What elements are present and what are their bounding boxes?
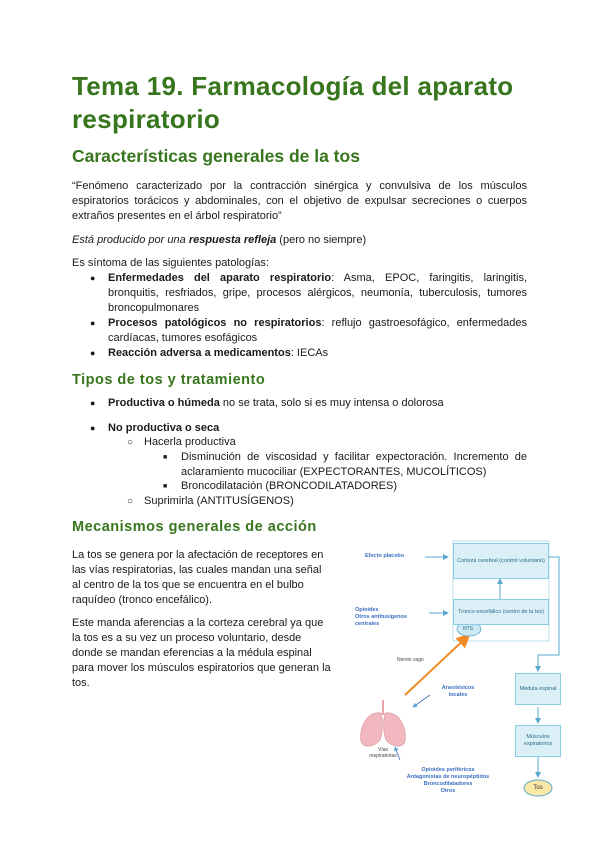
label-vias: Vías respiratorias (369, 747, 397, 759)
label-otros-antitusigenos: Otros antitusígenos centrales (355, 614, 407, 627)
peripheral-item: Antagonistas de neuropéptidos (406, 774, 490, 780)
tipo-productiva-bold: Productiva o húmeda (108, 397, 220, 409)
label-anestesicos: Anestésicos locales (441, 685, 475, 698)
box-medula: Médula espinal (515, 673, 561, 705)
subsub-viscosidad-line1: Disminución de viscosidad y facilitar expectoración. Incremento de (181, 451, 527, 463)
anestesicos-arrow (413, 695, 430, 707)
mechanism-paragraph-1 (72, 548, 342, 608)
peripheral-item: Otros (440, 788, 456, 794)
produced-suffix: (pero no siempre) (276, 234, 367, 246)
subsub-viscosidad-line2: aclaramiento mucociliar (EXPECTORANTES, MUCOLÍTICOS) (181, 466, 487, 478)
mechanism-paragraph-2 (72, 616, 342, 691)
sub-hacerla-productiva: Hacerla productiva (144, 436, 236, 448)
bullet-2-line1 (108, 316, 527, 331)
cough-mechanism-diagram (345, 535, 575, 805)
subsub-broncodilatacion: Broncodilatación (BRONCODILATADORES) (181, 480, 397, 492)
bullet-1-text1: : Asma, EPOC, faringitis, laringitis, (331, 272, 527, 284)
para1-line: La tos se genera por la afectación de receptores en (72, 549, 324, 561)
symptom-intro: Es síntoma de las siguientes patologías: (72, 257, 269, 269)
label-peripheral-drugs (383, 767, 513, 795)
bullet-1-line3: broncopulmonares (108, 302, 200, 314)
para2-line: donde se mandan eferencias a la médula espinal (72, 647, 312, 659)
circle-bullet: ○ (127, 437, 134, 448)
bullet-1-line2: bronquitis, resfriados, gripe, procesos alérgicos, neumonía, tuberculosis, tumores (108, 287, 527, 299)
para1-line: raquídeo (tronco encefálico). (72, 594, 213, 606)
definition-quote: “Fenómeno caracterizado por la contracción sinérgica y convulsiva de los músculos espiratorios torácicos y abdominales, con el objetivo de expulsar secreciones o cuerpos extraños presentes en el árbol respiratorio” (72, 180, 527, 222)
box-tronco: Tronco encefálico (centro de la tos) (453, 599, 549, 625)
bullet-dot: ● (90, 318, 96, 328)
label-efecto-placebo: Efecto placebo (365, 553, 405, 559)
label-opioides: Opioides (355, 607, 379, 613)
label-tos: Tos (533, 785, 543, 791)
section-heading-mecanismos: Mecanismos generales de acción (72, 519, 317, 535)
bullet-3-bold: Reacción adversa a medicamentos (108, 347, 291, 359)
section-heading-tipos: Tipos de tos y tratamiento (72, 372, 266, 388)
para2-line: para mover los músculos espiratorios que generan la (72, 662, 331, 674)
page-title: Tema 19. Farmacología del aparato respiratorio (72, 71, 514, 134)
peripheral-item: Broncodilatadores (423, 781, 473, 787)
produced-by-line (72, 233, 527, 248)
produced-bold: respuesta refleja (188, 234, 277, 246)
bullet-3-text1: : IECAs (290, 347, 329, 359)
para1-line: las vías respiratorias, las cuales mandan una señal (72, 564, 322, 576)
para2-line: tos. (72, 677, 90, 689)
square-bullet: ■ (163, 454, 168, 461)
produced-prefix: Está producido por una (72, 234, 189, 246)
tipo-productiva (108, 396, 527, 411)
section-heading-caracteristicas: Características generales de la tos (72, 146, 360, 166)
lungs-illustration (361, 700, 406, 746)
bullet-dot: ● (90, 423, 96, 433)
bullet-dot: ● (90, 398, 96, 408)
bullet-3-line1 (108, 346, 527, 361)
label-opioides-centrales (355, 607, 425, 628)
box-corteza: Corteza cerebral (control voluntario) (453, 543, 549, 579)
bullet-1-bold: Enfermedades del aparato respiratorio (108, 272, 332, 284)
bullet-2-text1: : reflujo gastroesofágico, enfermedades (321, 317, 527, 329)
circle-bullet: ○ (127, 496, 134, 507)
bullet-dot: ● (90, 348, 96, 358)
para1-line: al centro de la tos que se encuentra en el bulbo (72, 579, 304, 591)
bullet-dot: ● (90, 273, 96, 283)
box-musculos: Músculos espiratorios (515, 725, 561, 757)
tipo-no-productiva-bold: No productiva o seca (108, 422, 220, 434)
square-bullet: ■ (163, 483, 168, 490)
para2-line: la tos es a su vez un proceso voluntario, desde (72, 632, 302, 644)
tipo-no-productiva (108, 421, 527, 436)
bullet-1-line1 (108, 271, 527, 286)
label-nervio-vago: Nervio vago (397, 657, 424, 663)
tipo-productiva-rest: no se trata, solo si es muy intensa o dolorosa (219, 397, 444, 409)
sub-suprimirla: Suprimirla (ANTITUSÍGENOS) (144, 495, 294, 507)
label-nts: NTS (463, 626, 473, 632)
para2-line: Este manda aferencias a la corteza cerebral ya que (72, 617, 324, 629)
bullet-2-line2: cardíacas, tumores esofágicos (108, 332, 258, 344)
peripheral-item: Opioides periféricos (421, 767, 475, 773)
bullet-2-bold: Procesos patológicos no respiratorios (108, 317, 322, 329)
